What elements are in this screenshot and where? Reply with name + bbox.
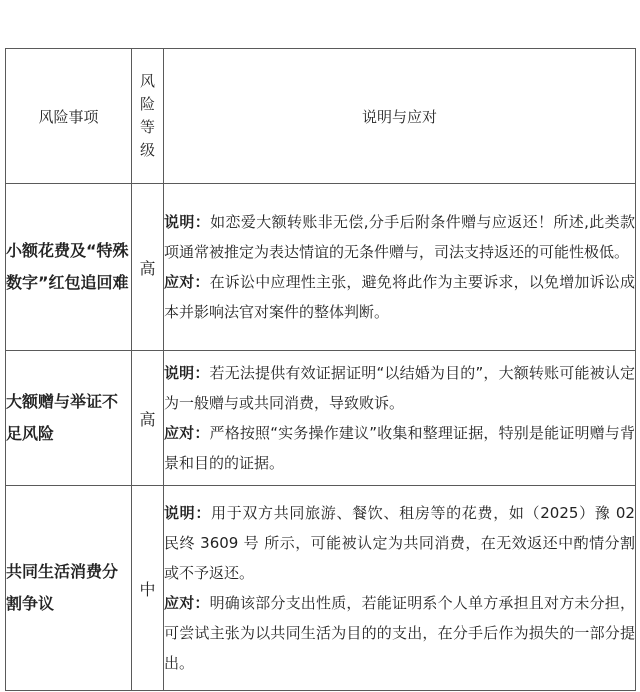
risk-item-cell: 大额赠与举证不足风险 bbox=[6, 351, 132, 486]
header-row bbox=[6, 49, 636, 184]
explanation-label: 说明： bbox=[164, 504, 212, 522]
header-level-char: 等 bbox=[139, 118, 155, 136]
response-text: 明确该部分支出性质，若能证明系个人单方承担且对方未分担，可尝试主张为以共同生活为目的的支出，在分手后作为损失的一部分提出。 bbox=[164, 594, 635, 672]
table-row bbox=[6, 184, 636, 351]
explanation-label: 说明： bbox=[164, 364, 210, 382]
response-text: 在诉讼中应理性主张，避免将此作为主要诉求，以免增加诉讼成本并影响法官对案件的整体判断。 bbox=[164, 273, 635, 321]
header-level-char: 级 bbox=[139, 141, 155, 160]
header-risk-item: 风险事项 bbox=[6, 49, 132, 184]
table-row bbox=[6, 351, 636, 486]
risk-item-cell: 共同生活消费分割争议 bbox=[6, 486, 132, 691]
risk-item-cell: 小额花费及“特殊数字”红包追回难 bbox=[6, 184, 132, 351]
header-risk-level bbox=[132, 49, 164, 184]
response-paragraph bbox=[164, 267, 635, 327]
header-description: 说明与应对 bbox=[164, 49, 636, 184]
description-cell bbox=[164, 486, 636, 691]
risk-level-cell: 中 bbox=[132, 486, 164, 691]
header-level-char: 风 bbox=[139, 71, 155, 90]
risk-level-cell: 高 bbox=[132, 184, 164, 351]
risk-level-cell: 高 bbox=[132, 351, 164, 486]
explanation-paragraph bbox=[164, 498, 635, 588]
response-text: 严格按照“实务操作建议”收集和整理证据，特别是能证明赠与背景和目的的证据。 bbox=[164, 424, 635, 472]
explanation-text: 如恋爱大额转账非无偿,分手后附条件赠与应返还！所述,此类款项通常被推定为表达情谊的无条件赠与，司法支持返还的可能性极低。 bbox=[164, 213, 635, 261]
explanation-text: 用于双方共同旅游、餐饮、租房等的花费，如（2025）豫 02 民终 3609 号 所示，可能被认定为共同消费，在无效返还中酌情分割或不予返还。 bbox=[164, 504, 635, 582]
response-label: 应对： bbox=[164, 424, 210, 442]
table-row bbox=[6, 486, 636, 691]
description-cell bbox=[164, 351, 636, 486]
explanation-text: 若无法提供有效证据证明“以结婚为目的”，大额转账可能被认定为一般赠与或共同消费，导致败诉。 bbox=[164, 364, 635, 412]
description-cell bbox=[164, 184, 636, 351]
explanation-paragraph bbox=[164, 358, 635, 418]
response-label: 应对： bbox=[164, 594, 210, 612]
response-label: 应对： bbox=[164, 273, 210, 291]
response-paragraph bbox=[164, 588, 635, 678]
risk-table bbox=[5, 48, 636, 691]
explanation-paragraph bbox=[164, 207, 635, 267]
header-level-char: 险 bbox=[139, 94, 155, 113]
response-paragraph bbox=[164, 418, 635, 478]
explanation-label: 说明： bbox=[164, 213, 211, 231]
